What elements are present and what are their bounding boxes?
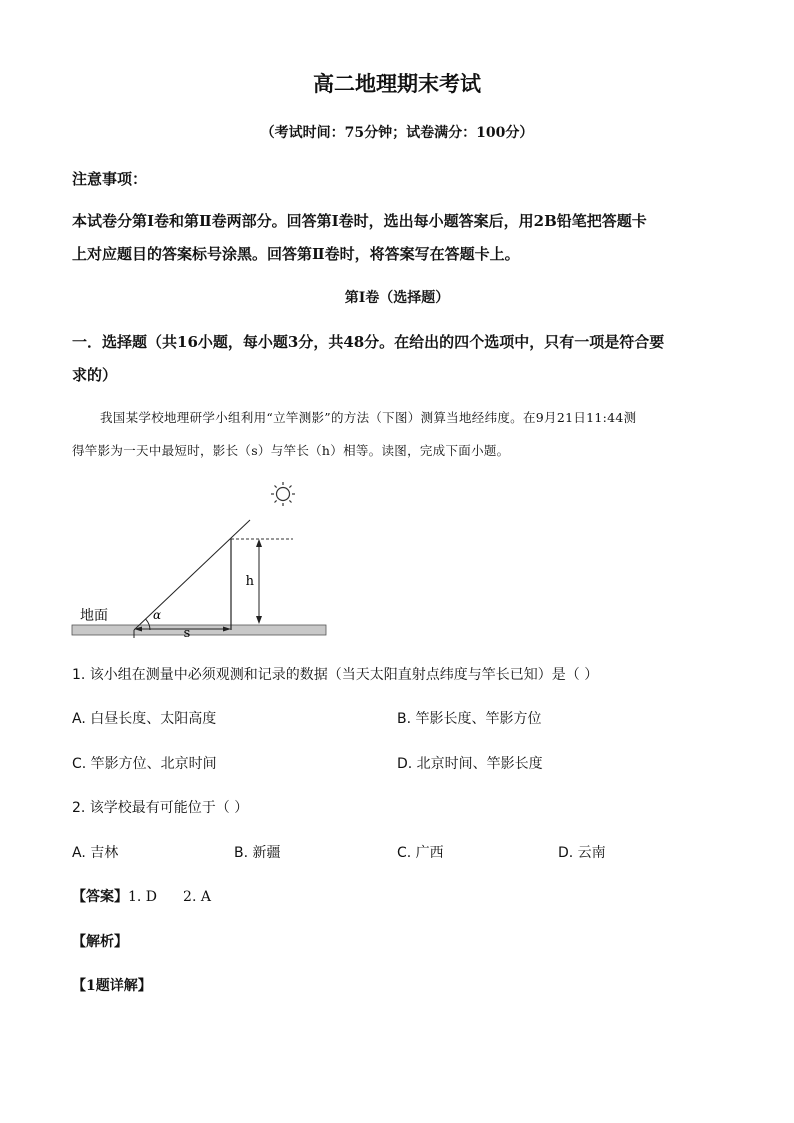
passage-line-2: 得竿影为一天中最短时，影长（s）与竿长（h）相等。读图，完成下面小题。 [72, 443, 510, 458]
answer-row [72, 886, 211, 906]
alpha-label: α [153, 608, 162, 622]
question-1-option-c: C. 竿影方位、北京时间 [72, 756, 217, 772]
answer-label: 【答案】 [72, 889, 128, 905]
part1-instructions-line-1: 一．选择题（共16小题，每小题3分，共48分。在给出的四个选项中，只有一项是符合要 [72, 333, 665, 351]
sun-ray-line [134, 520, 250, 630]
notice-line-2: 上对应题目的答案标号涂黑。回答第Ⅱ卷时，将答案写在答题卡上。 [72, 245, 520, 263]
detail-1-label: 【1题详解】 [72, 978, 152, 994]
s-label: s [183, 626, 191, 641]
notice-heading: 注意事项： [72, 170, 148, 188]
question-1-option-a: A. 白昼长度、太阳高度 [72, 711, 217, 727]
question-2-option-d: D. 云南 [558, 845, 606, 861]
section-title: 第Ⅰ卷（选择题） [344, 290, 450, 306]
passage-line-1: 我国某学校地理研学小组利用“立竿测影”的方法（下图）测算当地经纬度。在9月21日11:44测 [100, 410, 637, 425]
exam-info: （考试时间：75分钟；试卷满分：100分） [260, 125, 534, 141]
question-2-option-c: C. 广西 [397, 845, 444, 861]
question-1-option-d: D. 北京时间、竿影长度 [397, 756, 543, 772]
question-2-option-b: B. 新疆 [234, 845, 281, 861]
ground-bar [72, 625, 326, 635]
answer-2: 2. A [183, 889, 211, 905]
analysis-label: 【解析】 [72, 934, 128, 950]
question-1-stem: 1. 该小组在测量中必须观测和记录的数据（当天太阳直射点纬度与竿长已知）是（ ） [72, 667, 599, 683]
ground-label: 地面 [80, 608, 108, 624]
notice-line-1: 本试卷分第Ⅰ卷和第Ⅱ卷两部分。回答第Ⅰ卷时，选出每小题答案后，用2B铅笔把答题卡 [72, 212, 647, 230]
answer-1: 1. D [128, 889, 158, 905]
h-label: h [245, 574, 254, 589]
part1-instructions-line-2: 求的） [72, 366, 118, 384]
question-2-stem: 2. 该学校最有可能位于（ ） [72, 800, 249, 816]
question-2-option-a: A. 吉林 [72, 845, 119, 861]
h-arrow-up-icon [256, 539, 262, 547]
sun-icon [271, 482, 295, 506]
page-title: 高二地理期末考试 [313, 71, 481, 96]
question-1-option-b: B. 竿影长度、竿影方位 [397, 711, 542, 727]
h-arrow-down-icon [256, 616, 262, 624]
shadow-pole-diagram [68, 478, 338, 644]
